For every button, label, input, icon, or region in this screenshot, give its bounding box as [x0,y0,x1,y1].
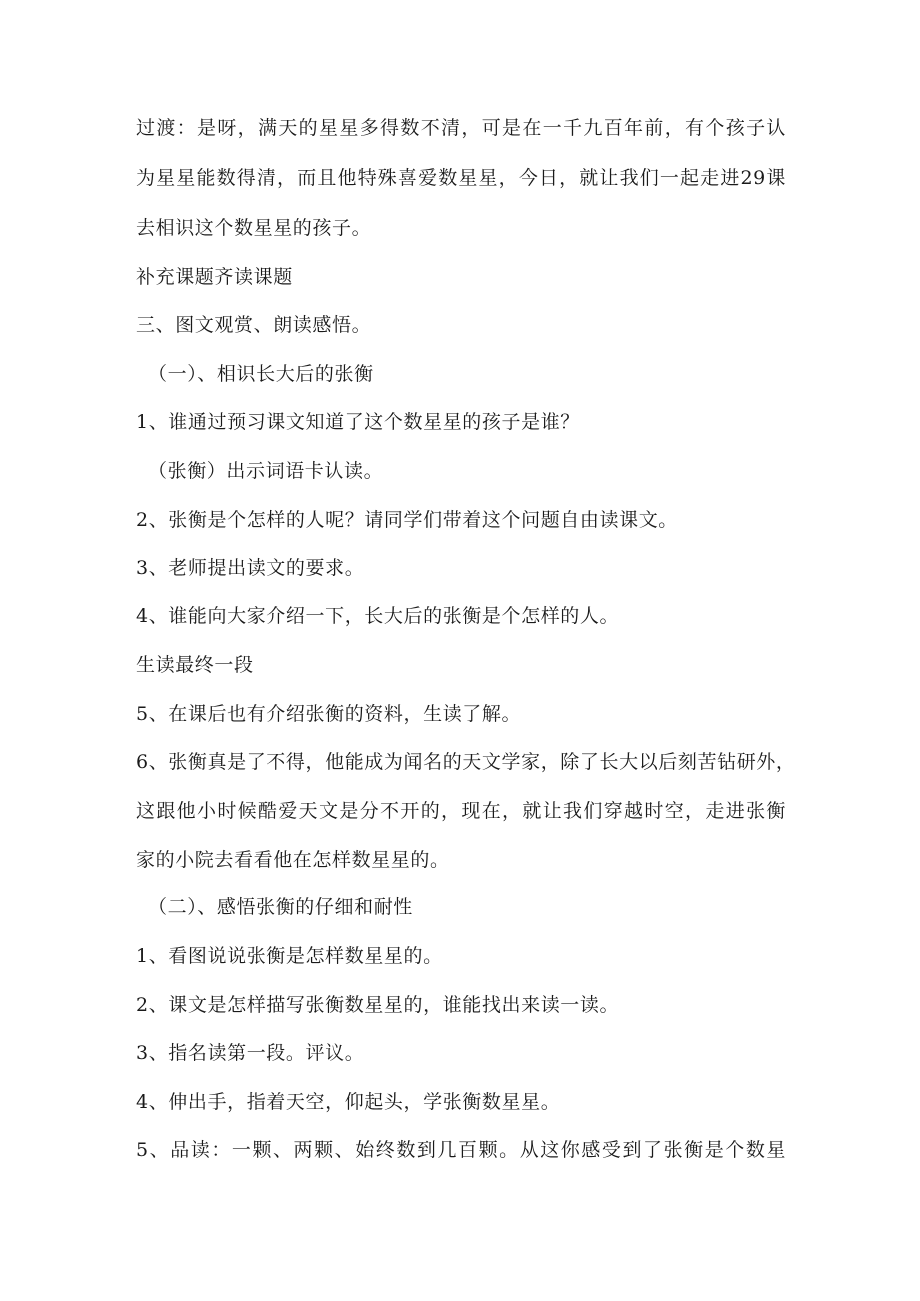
text-line-3: 去相识这个数星星的孩子。 [136,217,372,239]
text-line-1: 过渡：是呀，满天的星星多得数不清，可是在一千九百年前，有个孩子认 [136,117,786,139]
text-line-7: 1、谁通过预习课文知道了这个数星星的孩子是谁？ [136,411,580,433]
text-line-8: （张衡）出示词语卡认读。 [148,460,384,482]
text-line-9: 2、张衡是个怎样的人呢？请同学们带着这个问题自由读课文。 [136,509,678,531]
text-line-10: 3、老师提出读文的要求。 [136,557,365,579]
section-heading-3: 三、图文观赏、朗读感悟。 [136,314,372,336]
text-line-20: 3、指名读第一段。评议。 [136,1042,365,1064]
subsection-heading-2: （二）、感悟张衡的仔细和耐性 [148,896,413,918]
subsection-heading-1: （一）、相识长大后的张衡 [148,363,374,385]
text-line-19: 2、课文是怎样描写张衡数星星的，谁能找出来读一读。 [136,994,620,1016]
text-line-14: 6、张衡真是了不得，他能成为闻名的天文学家，除了长大以后刻苦钻研外， [136,751,796,773]
text-line-16: 家的小院去看看他在怎样数星星的。 [136,849,450,871]
text-line-15: 这跟他小时候酷爱天文是分不开的，现在，就让我们穿越时空，走进张衡 [136,800,786,822]
text-line-13: 5、在课后也有介绍张衡的资料，生读了解。 [136,703,522,725]
text-line-2: 为星星能数得清，而且他特殊喜爱数星星，今日，就让我们一起走进29课 [136,167,786,189]
text-line-12: 生读最终一段 [136,654,254,676]
text-line-22: 5、品读：一颗、两颗、始终数到几百颗。从这你感受到了张衡是个数星 [136,1139,786,1161]
text-line-18: 1、看图说说张衡是怎样数星星的。 [136,945,443,967]
text-line-21: 4、伸出手，指着天空，仰起头，学张衡数星星。 [136,1091,561,1113]
text-line-4: 补充课题齐读课题 [136,266,293,288]
text-line-11: 4、谁能向大家介绍一下，长大后的张衡是个怎样的人。 [136,605,620,627]
